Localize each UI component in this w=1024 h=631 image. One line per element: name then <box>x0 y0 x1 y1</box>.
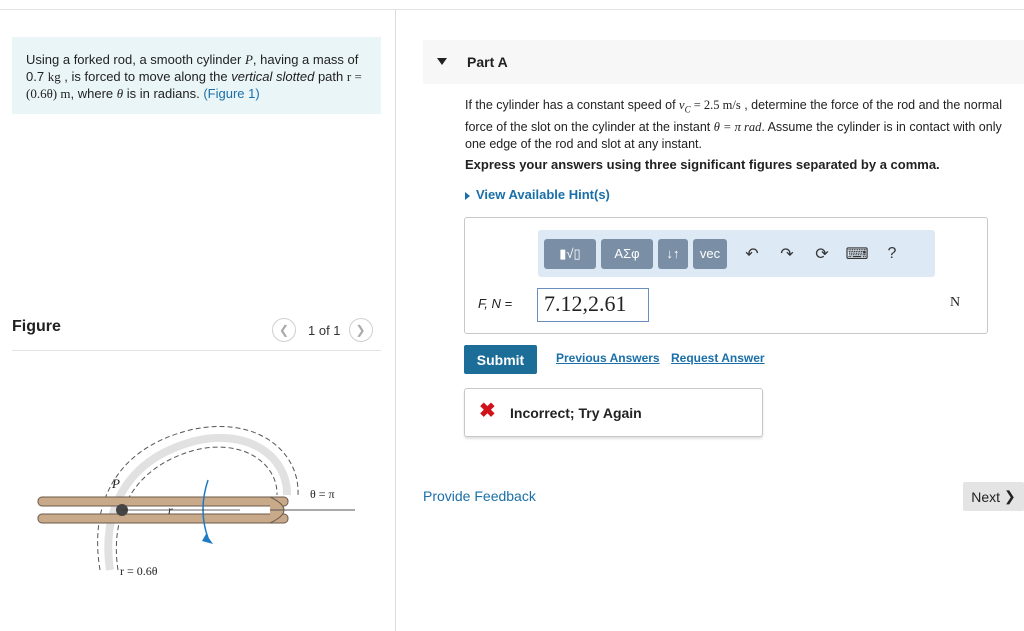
templates-button[interactable] <box>544 239 596 269</box>
mass-unit: kg <box>47 69 61 84</box>
theta-symbol: θ <box>116 86 124 101</box>
figure-pager <box>272 318 373 342</box>
undo-icon[interactable]: ↶ <box>745 245 759 263</box>
question-part: If the cylinder has a constant speed of <box>465 98 680 112</box>
caret-right-icon <box>465 192 470 200</box>
math-toolbar <box>538 230 935 277</box>
error-x-icon: ✖ <box>479 400 496 422</box>
pager-text: 1 of 1 <box>308 322 341 338</box>
part-title: Part A <box>467 54 508 70</box>
problem-text: , where <box>70 86 117 101</box>
help-label: ? <box>887 244 897 262</box>
question-text <box>465 97 1020 153</box>
figure-title: Figure <box>12 318 61 335</box>
figure-header <box>12 318 381 351</box>
path-equation: r = (0.6θ) m <box>26 69 362 101</box>
question-part: , determine the force of the rod and the normal force of the slot on the cylinder at the instant <box>465 98 1002 134</box>
problem-text: is in radians. <box>123 86 204 101</box>
answer-unit: N <box>950 295 961 310</box>
next-button[interactable] <box>963 482 1024 511</box>
previous-answers-link[interactable]: Previous Answers <box>556 351 660 365</box>
label-r: r <box>168 503 173 517</box>
greek-button[interactable] <box>601 239 653 269</box>
request-answer-link[interactable]: Request Answer <box>671 351 765 365</box>
speed-value: = 2.5 m/s <box>690 98 741 112</box>
provide-feedback-link[interactable]: Provide Feedback <box>423 488 536 504</box>
speed-subscript: C <box>684 104 691 115</box>
view-hints-link[interactable] <box>465 187 610 202</box>
part-a-header[interactable] <box>423 40 1024 84</box>
templates-label: ▮√▯ <box>559 245 581 261</box>
greek-label: ΑΣφ <box>614 246 640 261</box>
chevron-right-icon[interactable]: ❯ <box>349 318 373 342</box>
subscript-button[interactable] <box>658 239 688 269</box>
label-path-equation: r = 0.6θ <box>120 564 158 578</box>
chevron-left-icon[interactable]: ❮ <box>272 318 296 342</box>
vec-label: vec <box>699 246 721 261</box>
keyboard-icon[interactable]: ⌨ <box>845 245 869 263</box>
label-theta: θ = π <box>310 487 335 501</box>
forked-rod-figure <box>30 410 370 585</box>
speed-symbol: v <box>679 98 685 112</box>
feedback-message <box>464 388 763 437</box>
feedback-text: Incorrect; Try Again <box>510 405 642 421</box>
answer-label: F, N = <box>478 296 513 311</box>
hints-label: View Available Hint(s) <box>476 187 610 202</box>
answer-instruction: Express your answers using three significant figures separated by a comma. <box>465 157 940 172</box>
theta-value: θ = π rad <box>713 119 762 134</box>
problem-statement <box>12 37 381 114</box>
top-divider <box>0 9 1024 10</box>
label-p: P <box>112 476 120 491</box>
vec-button[interactable] <box>693 239 727 269</box>
problem-text: path <box>314 69 347 84</box>
help-button[interactable] <box>877 239 907 269</box>
cylinder-symbol: P <box>244 52 253 67</box>
submit-button[interactable]: Submit <box>464 345 537 374</box>
figure-link[interactable]: (Figure 1) <box>203 86 260 101</box>
next-label: Next <box>971 488 1001 505</box>
arrows-label: ↓↑ <box>666 246 680 261</box>
problem-text: Using a forked rod, a smooth cylinder <box>26 52 245 67</box>
problem-text: , having a mass of 0.7 <box>26 52 359 84</box>
column-divider <box>395 9 396 631</box>
problem-emphasis: vertical slotted <box>231 69 315 84</box>
collapse-triangle-icon[interactable] <box>437 58 447 65</box>
reset-icon[interactable]: ⟳ <box>815 245 829 263</box>
redo-icon[interactable]: ↷ <box>780 245 794 263</box>
problem-text: , is forced to move along the <box>60 69 232 84</box>
chevron-right-icon: ❯ <box>1003 488 1016 504</box>
answer-input[interactable]: 7.12,2.61 <box>537 288 649 322</box>
question-part: . Assume the cylinder is in contact with only one edge of the rod and slot at any instant. <box>465 119 1002 151</box>
